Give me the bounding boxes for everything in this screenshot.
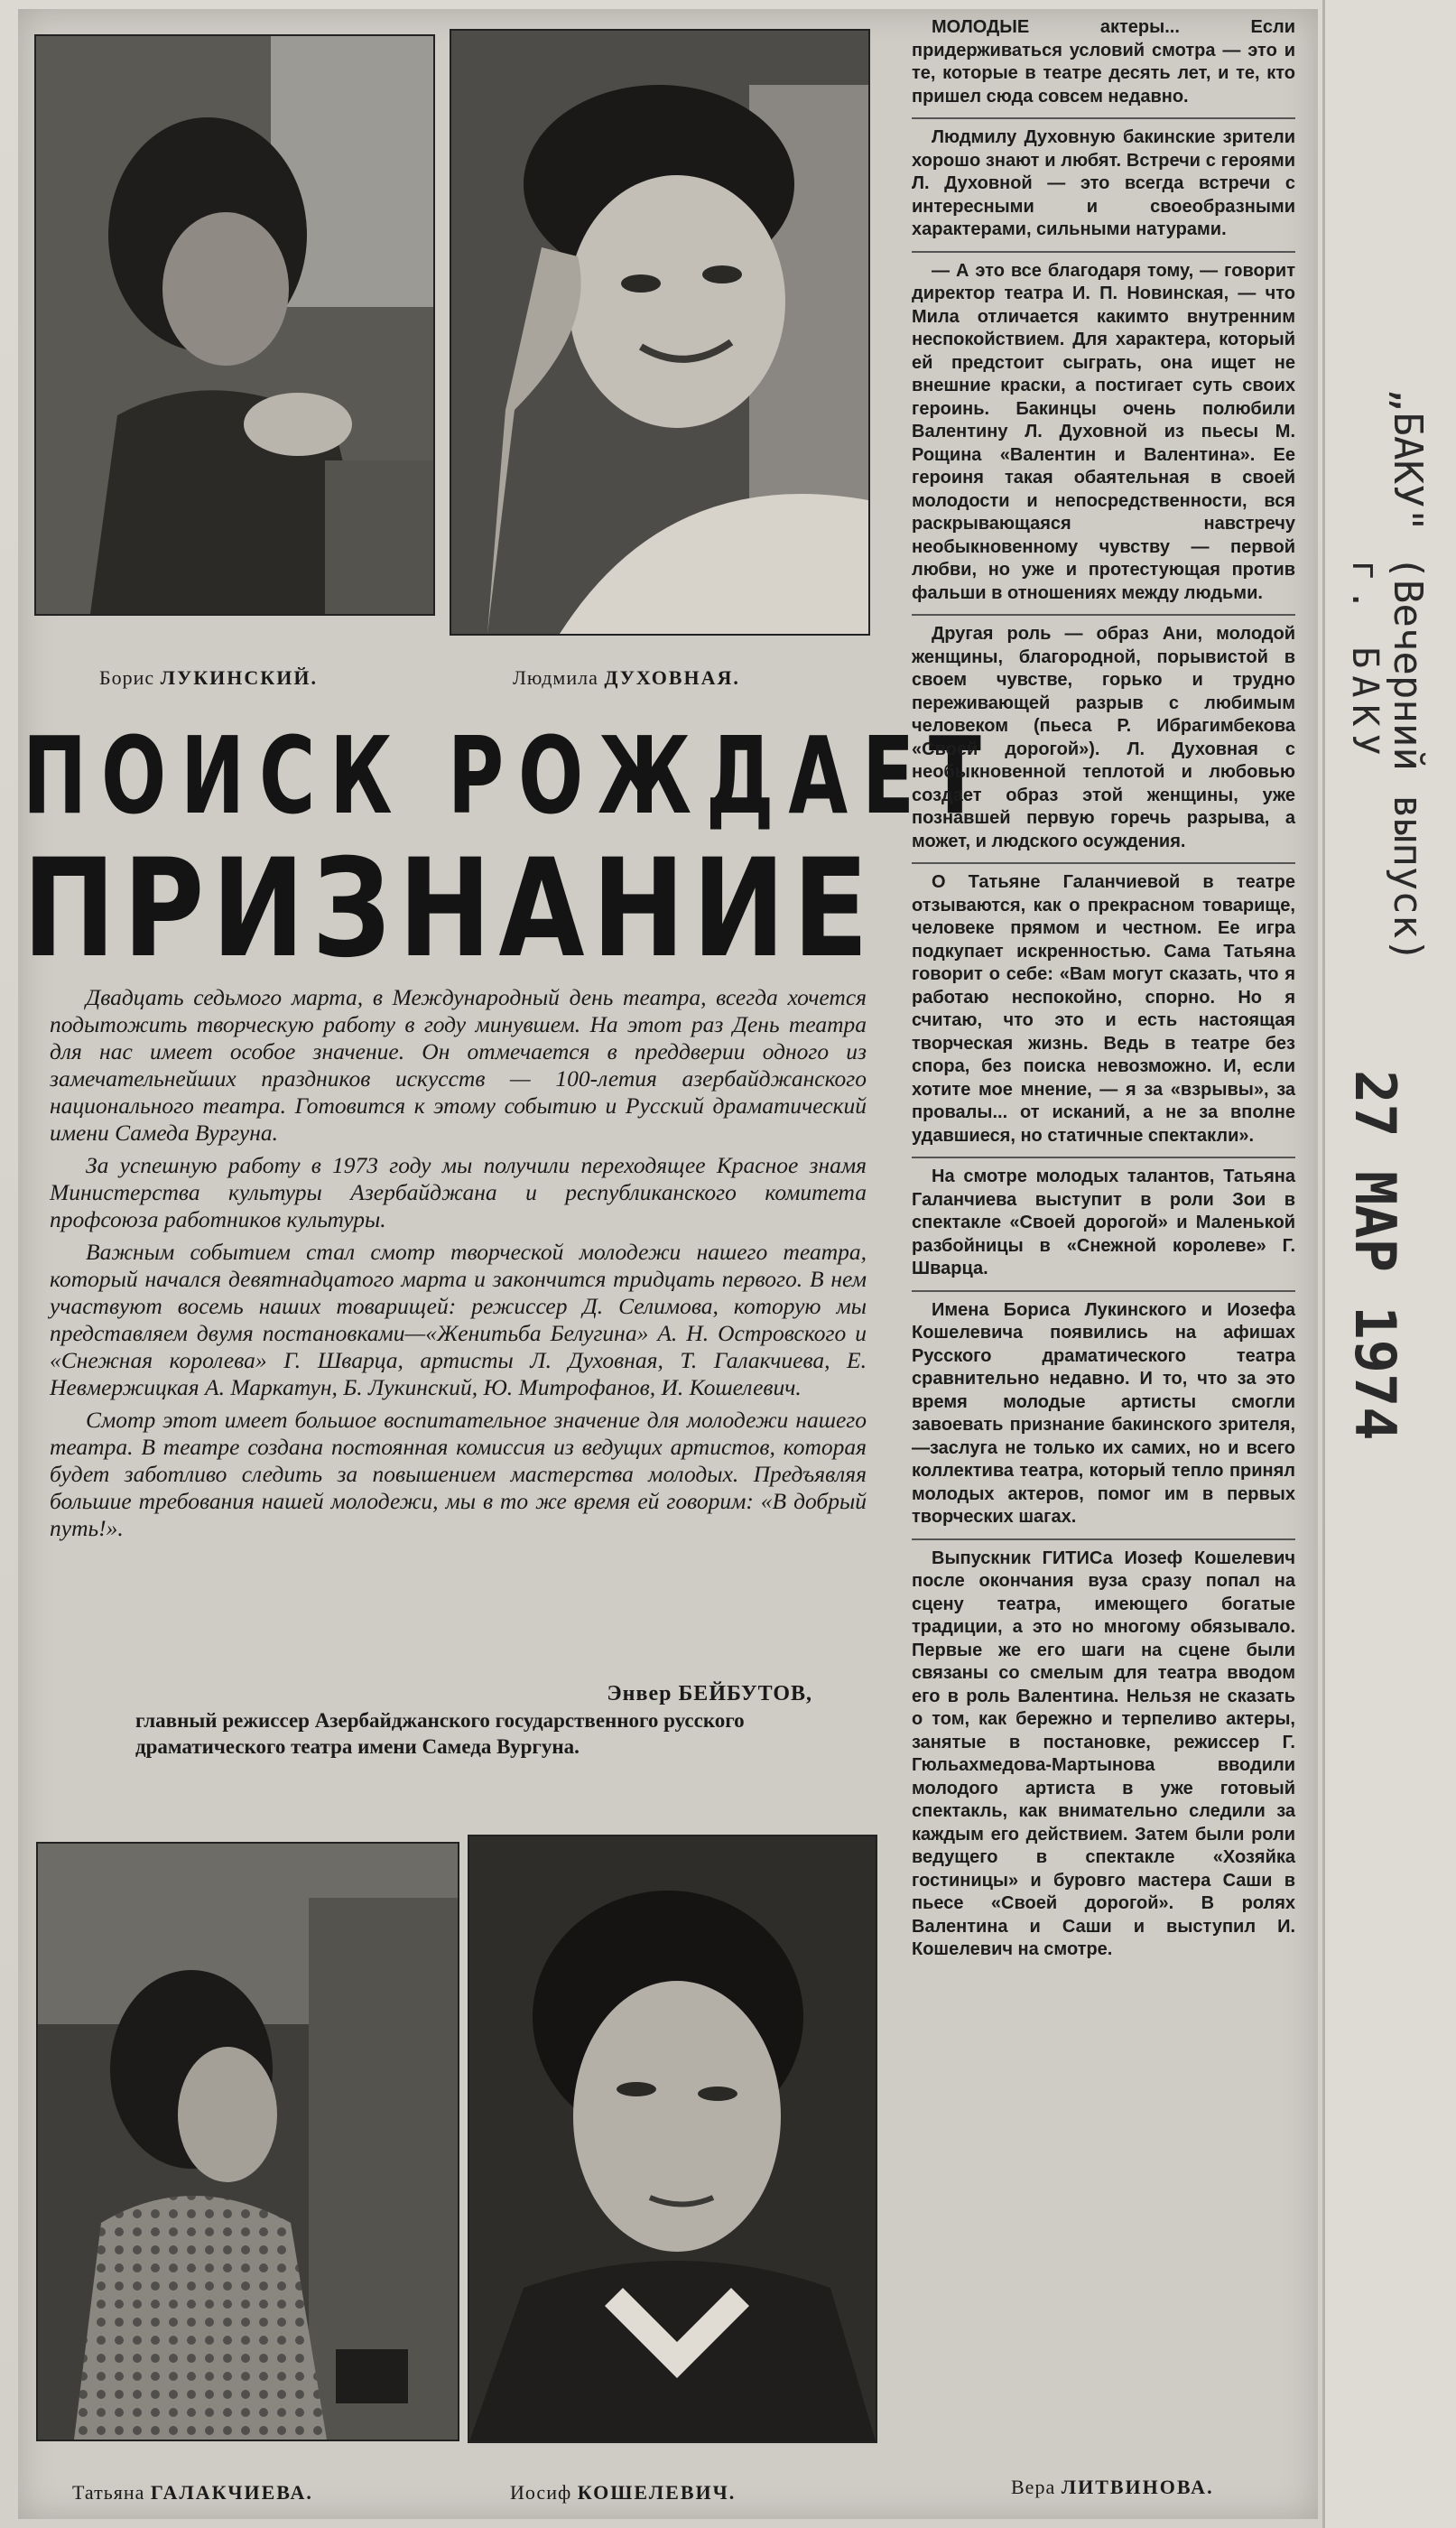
column-paragraph: Другая роль — образ Ани, молодой женщины, благородной, порывистой в своем чувстве, горько и трудно переживающей разрыв с любимым человеком (пьеса Р. Ибрагимбекова «Своей дорогой»). Л. Духовная с необыкновенной теплотой и любовью создает образ этой женщины, уже познавшей первую горечь разрыва, а может, и людского осуждения. xyxy=(912,624,1295,851)
divider xyxy=(912,1290,1295,1292)
signature-name: Энвер БЕЙБУТОВ, xyxy=(607,1682,812,1705)
intro-text xyxy=(50,984,867,1547)
caption-first-name: Людмила xyxy=(513,666,598,689)
stamp-city: г. БАКУ xyxy=(1344,560,1386,763)
caption-photo1 xyxy=(99,666,318,690)
column-paragraph: О Татьяне Галанчиевой в театре отзываются, как о прекрасном товарище, человеке прямом и честном. Ее игра подкупает искренностью. Сама Татьяна говорит о себе: «Вам могут сказать, что я работаю неспокойно, спорно. Но я считаю, что это и есть настоящая творческая жизнь. Ведь в театре без спора, без поиска невозможно. И, если хотите мое мнение, — я за «взрывы», за провалы... от исканий, а не за вполне удавшиеся, но статичные спектакли». xyxy=(912,872,1295,1146)
caption-last-name: ЛУКИНСКИЙ. xyxy=(160,666,318,689)
column-paragraph: Людмилу Духовную бакинские зрители хорошо знают и любят. Встречи с героями Л. Духовной — это всегда встречи с интересными и своеобразными характерами, сильными натурами. xyxy=(912,127,1295,239)
intro-paragraph: Двадцать седьмого марта, в Международный день театра, всегда хочется подытожить творческую работу в году минувшем. На этот раз День театра для нас имеет особое значение. Он отмечается в преддверии одного из замечательнейших праздников искусств — 100-летия азербайджанского национального театра. Готовится к этому событию и Русский драматический имени Самеда Вургуна. xyxy=(50,984,867,1146)
article-author xyxy=(1011,2476,1214,2499)
author-last-name: ЛИТВИНОВА. xyxy=(1061,2476,1214,2498)
intro-paragraph: Важным событием стал смотр творческой молодежи нашего театра, который начался девятнадцатого марта и закончится тридцать первого. В нем участвуют восемь наших товарищей: режиссер Д. Селимова, которую мы представляем двумя постановками—«Женитьба Белугина» А. Н. Островского и «Снежная королева» Г. Шварца, артисты Л. Духовная, Т. Галакчиева, Е. Невмержицкая А. Маркатун, Б. Лукинский, Ю. Митрофанов, И. Кошелевич. xyxy=(50,1239,867,1400)
column-paragraph: МОЛОДЫЕ актеры... Если придерживаться условий смотра — это и те, которые в театре десять лет, и те, кто пришел сюда совсем недавно. xyxy=(912,17,1295,107)
divider xyxy=(912,862,1295,864)
photo-iosif-koshelevich xyxy=(468,1835,877,2443)
photo-lyudmila-dukhovnaya xyxy=(450,29,870,636)
intro-paragraph: За успешную работу в 1973 году мы получили переходящее Красное знамя Министерства культуры Азербайджана и республиканского комитета профсоюза работников культуры. xyxy=(50,1152,867,1232)
column-paragraph: Имена Бориса Лукинского и Иозефа Кошелевича появились на афишах Русского драматического театра сравнительно недавно. И то, что за это время молодые артисты смогли завоевать признание бакинского зрителя,—заслуга не только их самих, но и всего коллектива театра, который тепло принял молодых актеров, помог им в первых творческих шагах. xyxy=(912,1299,1295,1527)
intro-paragraph: Смотр этот имеет большое воспитательное значение для молодежи нашего театра. В театре создана постоянная комиссия из ведущих артистов, которая будет заботливо следить за повышением мастерства молодых. Предъявляя большие требования нашей молодежи, мы в то же время ей говорим: «В добрый путь!». xyxy=(50,1407,867,1541)
headline-line2: ПРИЗНАНИЕ xyxy=(23,831,876,988)
column-paragraph: Выпускник ГИТИСа Иозеф Кошелевич после окончания вуза сразу попал на сцену театра, имеющего богатые традиции, а это но многому обязывало. Первые же его шаги на сцене были связаны со смелым для театра вводом его в роль Валентина. Нельзя не сказать о том, как бережно и терпеливо актеры, занятые в постановке, режиссер Г. Гюльахмедова-Мартынова вводили молодого артиста в уже готовый спектакль, как внимательно следили за каждым его действием. Затем были роли ведущего в спектакле «Хозяйка гостиницы» и буровго мастера Саши в пьесе «Своей дорогой». В ролях Валентина и Саши и выступил И. Кошелевич на смотре. xyxy=(912,1547,1295,1959)
caption-last-name: ГАЛАКЧИЕВА. xyxy=(150,2481,313,2504)
caption-photo2 xyxy=(513,666,740,690)
divider xyxy=(912,251,1295,253)
divider xyxy=(912,117,1295,119)
caption-first-name: Татьяна xyxy=(72,2481,145,2504)
divider xyxy=(912,614,1295,616)
caption-first-name: Борис xyxy=(99,666,155,689)
signature xyxy=(135,1681,867,1760)
signature-role: главный режиссер Азербайджанского государственного русского драматического театра имени Самеда Вургуна. xyxy=(135,1709,745,1758)
caption-last-name: ДУХОВНАЯ. xyxy=(604,666,740,689)
divider xyxy=(912,1538,1295,1540)
caption-photo3 xyxy=(72,2481,313,2505)
headline-line1: ПОИСК РОЖДАЕТ xyxy=(23,713,996,838)
stamp-date: 27 МАР 1974 xyxy=(1342,1070,1408,1441)
caption-last-name: КОШЕЛЕВИЧ. xyxy=(577,2481,737,2504)
column-paragraph: На смотре молодых талантов, Татьяна Галанчиева выступит в роли Зои в спектакле «Своей дорогой» и Маленькой разбойницы в «Снежной королеве» Г. Шварца. xyxy=(912,1166,1295,1278)
article-column xyxy=(912,16,1295,1971)
stamp-source: „БАКУ" (Вечерний выпуск) xyxy=(1385,388,1431,962)
photo-boris-lukinsky xyxy=(34,34,435,616)
column-paragraph: — А это все благодаря тому, — говорит директор театра И. П. Новинская, — что Мила отличается какимто внутренним неспокойствием. Для характера, который ей предстоит сыграть, она ищет не внешние краски, а постигает суть своих героинь. Бакинцы очень полюбили Валентину Л. Духовной из пьесы М. Рощина «Валентин и Валентина». Ее героиня такая обаятельная в своей молодости и непосредственности, вся раскрывающаяся навстречу необыкновенному чувству — первой любви, но уже и протестующая против фальши в отношениях между людьми. xyxy=(912,260,1295,603)
author-first-name: Вера xyxy=(1011,2476,1056,2498)
divider xyxy=(912,1157,1295,1158)
caption-photo4 xyxy=(510,2481,736,2505)
caption-first-name: Иосиф xyxy=(510,2481,572,2504)
photo-tatyana-galakchieva xyxy=(36,1842,459,2441)
